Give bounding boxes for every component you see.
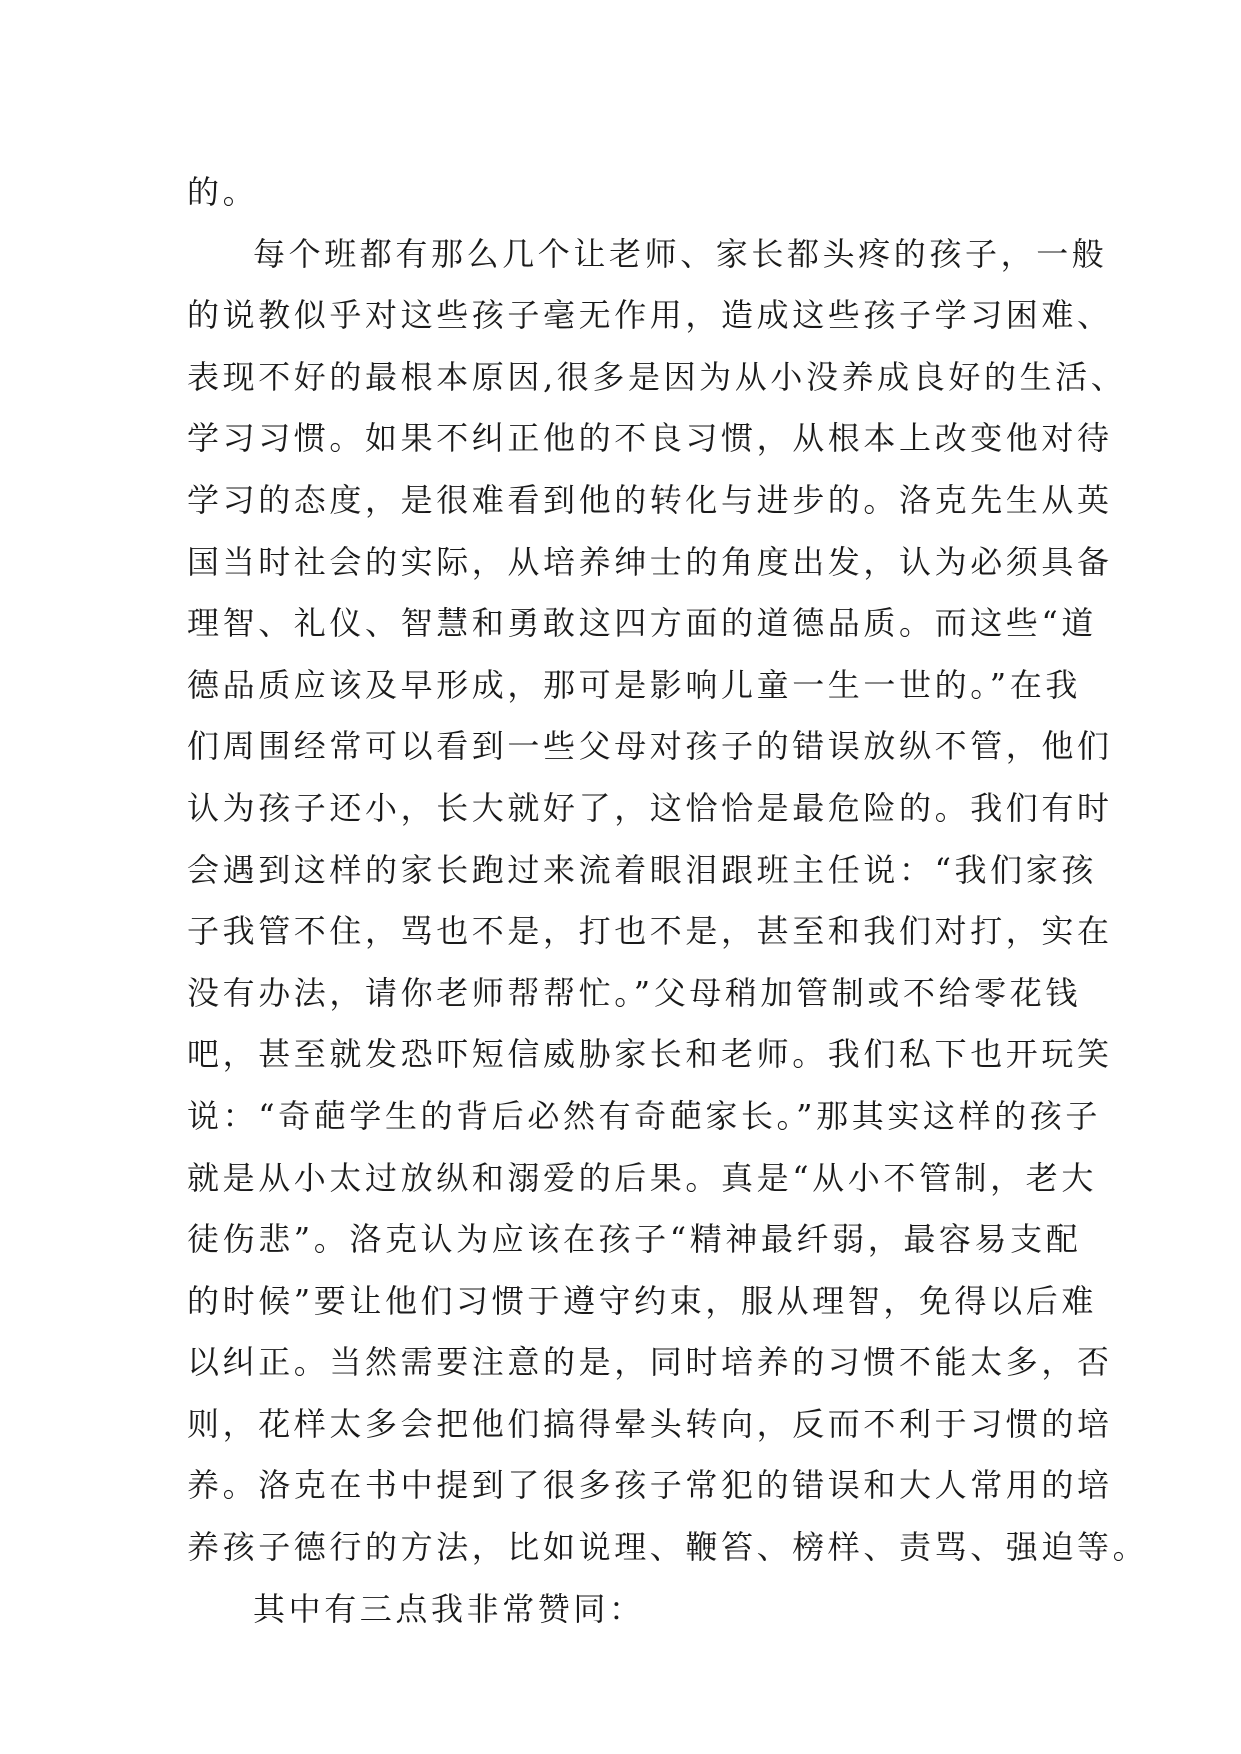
text-line: 就是从小太过放纵和溺爱的后果。真是“从小不管制，老大	[187, 1158, 1097, 1197]
paragraph-first-line: 每个班都有那么几个让老师、家长都头疼的孩子，一般	[253, 234, 1108, 273]
text-line: 学习习惯。如果不纠正他的不良习惯，从根本上改变他对待	[187, 419, 1113, 458]
text-line: 学习的态度，是很难看到他的转化与进步的。洛克先生从英	[187, 480, 1113, 519]
text-line: 说：“奇葩学生的背后必然有奇葩家长。”那其实这样的孩子	[187, 1096, 1101, 1135]
text-line: 德品质应该及早形成，那可是影响儿童一生一世的。”在我	[187, 665, 1081, 704]
text-line: 理智、礼仪、智慧和勇敢这四方面的道德品质。而这些“道	[187, 604, 1097, 643]
text-line: 则，花样太多会把他们搞得晕头转向，反而不利于习惯的培	[187, 1404, 1113, 1443]
text-line: 养孩子德行的方法，比如说理、鞭笞、榜样、责骂、强迫等。	[187, 1528, 1149, 1567]
text-line: 以纠正。当然需要注意的是，同时培养的习惯不能太多，否	[187, 1343, 1113, 1382]
body-text	[187, 162, 1149, 1640]
text-line: 养。洛克在书中提到了很多孩子常犯的错误和大人常用的培	[187, 1466, 1113, 1505]
text-line: 的说教似乎对这些孩子毫无作用，造成这些孩子学习困难、	[187, 296, 1113, 335]
text-line: 认为孩子还小，长大就好了，这恰恰是最危险的。我们有时	[187, 788, 1113, 827]
text-line: 徒伤悲”。洛克认为应该在孩子“精神最纤弱，最容易支配	[187, 1220, 1082, 1259]
text-line: 的。	[187, 173, 259, 211]
paragraph-first-line: 其中有三点我非常赞同：	[253, 1589, 645, 1628]
text-line: 没有办法，请你老师帮帮忙。”父母稍加管制或不给零花钱	[187, 973, 1081, 1012]
text-line: 吧，甚至就发恐吓短信威胁家长和老师。我们私下也开玩笑	[187, 1035, 1113, 1074]
text-line: 子我管不住，骂也不是，打也不是，甚至和我们对打，实在	[187, 912, 1113, 951]
text-line: 会遇到这样的家长跑过来流着眼泪跟班主任说：“我们家孩	[187, 850, 1097, 889]
text-line: 们周围经常可以看到一些父母对孩子的错误放纵不管，他们	[187, 727, 1113, 766]
text-line: 国当时社会的实际，从培养绅士的角度出发，认为必须具备	[187, 542, 1113, 581]
text-line: 的时候”要让他们习惯于遵守约束，服从理智，免得以后难	[187, 1281, 1097, 1320]
text-line: 表现不好的最根本原因,很多是因为从小没养成良好的生活、	[187, 357, 1127, 396]
